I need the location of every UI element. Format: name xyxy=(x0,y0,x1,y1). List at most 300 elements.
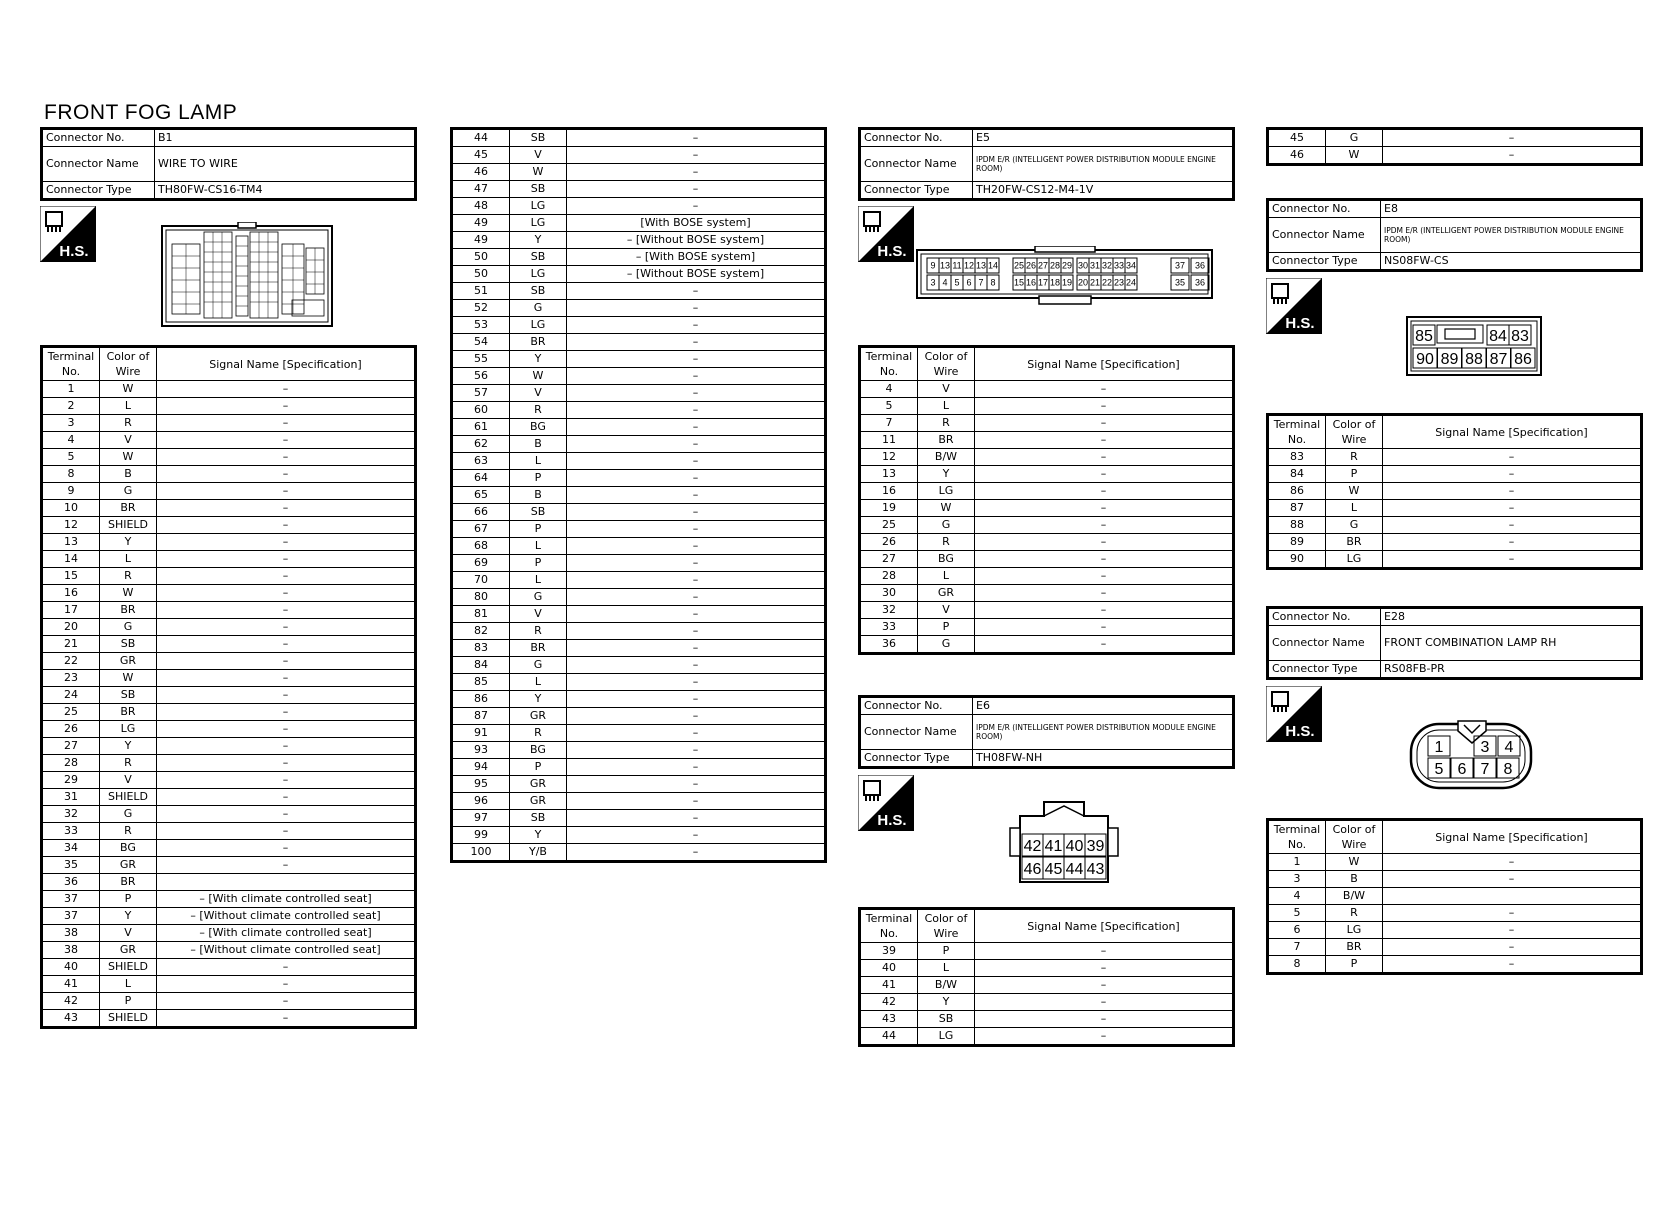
table-row xyxy=(1268,483,1642,500)
terminal-no-cell: 4 xyxy=(1268,888,1326,905)
terminal-no-cell: 37 xyxy=(42,891,100,908)
table-row xyxy=(42,568,416,585)
terminal-no-cell: 28 xyxy=(42,755,100,772)
terminal-no-cell: 83 xyxy=(1268,449,1326,466)
terminal-no-header: Terminal No. xyxy=(860,909,918,943)
hs-label: H.S. xyxy=(1285,315,1315,332)
table-row xyxy=(452,623,826,640)
wire-color-cell: P xyxy=(510,555,567,572)
wire-color-cell: G xyxy=(510,589,567,606)
pin-number: 27 xyxy=(1037,260,1049,271)
signal-name-cell: – xyxy=(157,959,416,976)
wire-color-cell: R xyxy=(1326,449,1383,466)
signal-name-cell: – xyxy=(157,721,416,738)
pin-number: 84 xyxy=(1489,327,1507,345)
connector-no-label: Connector No. xyxy=(860,697,973,715)
terminal-no-cell: 55 xyxy=(452,351,510,368)
connector-e28-column xyxy=(1266,606,1643,680)
connector-name-label: Connector Name xyxy=(1268,626,1381,661)
pin-number: 3 xyxy=(1480,738,1490,756)
pin-number: 13 xyxy=(939,260,951,271)
table-row xyxy=(452,368,826,385)
pin-number: 90 xyxy=(1416,350,1434,368)
signal-name-cell: – xyxy=(975,585,1234,602)
table-row xyxy=(42,483,416,500)
terminal-no-cell: 41 xyxy=(42,976,100,993)
signal-name-cell: – xyxy=(975,381,1234,398)
table-row xyxy=(452,725,826,742)
pin-number: 33 xyxy=(1113,260,1125,271)
signal-name-cell: – xyxy=(567,351,826,368)
signal-name-cell: – xyxy=(157,687,416,704)
connector-e28-diagram xyxy=(1408,718,1536,798)
pin-number: 88 xyxy=(1465,350,1483,368)
terminal-no-cell: 49 xyxy=(452,215,510,232)
signal-name-cell: – xyxy=(567,589,826,606)
connector-type-value: TH08FW-NH xyxy=(973,750,1234,768)
signal-name-cell: – xyxy=(1383,483,1642,500)
table-row xyxy=(42,789,416,806)
connector-b1-pin-table xyxy=(40,345,417,1029)
signal-name-cell: – xyxy=(1383,147,1642,165)
terminal-no-cell: 27 xyxy=(860,551,918,568)
table-row xyxy=(42,687,416,704)
table-row xyxy=(42,466,416,483)
wire-color-cell: Y xyxy=(100,534,157,551)
table-row xyxy=(1268,854,1642,871)
wire-color-cell: P xyxy=(510,470,567,487)
terminal-no-cell: 33 xyxy=(860,619,918,636)
signal-name-header: Signal Name [Specification] xyxy=(975,909,1234,943)
terminal-no-cell: 1 xyxy=(42,381,100,398)
wire-color-cell: W xyxy=(1326,483,1383,500)
signal-name-header: Signal Name [Specification] xyxy=(1383,415,1642,449)
wire-color-cell: R xyxy=(918,534,975,551)
connector-e5-column xyxy=(858,127,1235,201)
wire-color-cell: L xyxy=(100,398,157,415)
table-row xyxy=(1268,500,1642,517)
table-row xyxy=(42,704,416,721)
terminal-no-cell: 25 xyxy=(860,517,918,534)
hs-label: H.S. xyxy=(59,243,89,260)
signal-name-cell: – xyxy=(157,823,416,840)
pin-number: 7 xyxy=(1480,760,1490,778)
wire-color-cell: B/W xyxy=(1326,888,1383,905)
terminal-no-cell: 14 xyxy=(42,551,100,568)
table-row xyxy=(42,874,416,891)
wire-color-cell: G xyxy=(100,483,157,500)
pin-number: 24 xyxy=(1125,277,1137,288)
signal-name-cell: – xyxy=(157,466,416,483)
terminal-no-cell: 5 xyxy=(1268,905,1326,922)
pin-number: 26 xyxy=(1025,260,1037,271)
wire-color-cell: G xyxy=(1326,129,1383,147)
terminal-no-cell: 82 xyxy=(452,623,510,640)
table-row xyxy=(452,351,826,368)
signal-name-cell: – xyxy=(567,776,826,793)
pin-number: 39 xyxy=(1086,837,1105,855)
wire-color-cell: L xyxy=(1326,500,1383,517)
wire-color-cell: V xyxy=(510,385,567,402)
connector-e5-pin-table xyxy=(858,345,1235,655)
wire-color-cell: L xyxy=(918,960,975,977)
connector-name-value: IPDM E/R (INTELLIGENT POWER DISTRIBUTION MODULE ENGINE ROOM) xyxy=(973,715,1234,750)
terminal-no-cell: 32 xyxy=(860,602,918,619)
connector-b1-info xyxy=(40,127,417,201)
terminal-no-cell: 8 xyxy=(42,466,100,483)
connector-e6-diagram xyxy=(1008,800,1120,890)
color-of-wire-header: Color of Wire xyxy=(1326,820,1383,854)
table-row xyxy=(452,606,826,623)
pin-cell xyxy=(1487,325,1509,345)
signal-name-cell: – xyxy=(567,810,826,827)
signal-name-cell: – xyxy=(567,453,826,470)
signal-name-cell: – xyxy=(157,534,416,551)
table-row xyxy=(860,943,1234,960)
terminal-no-cell: 38 xyxy=(42,942,100,959)
table-row xyxy=(452,555,826,572)
signal-name-cell: – xyxy=(157,636,416,653)
table-row xyxy=(42,959,416,976)
table-row xyxy=(42,534,416,551)
terminal-no-cell: 27 xyxy=(42,738,100,755)
signal-name-cell: – xyxy=(567,334,826,351)
terminal-no-cell: 67 xyxy=(452,521,510,538)
signal-name-header: Signal Name [Specification] xyxy=(975,347,1234,381)
wire-color-cell: L xyxy=(918,568,975,585)
table-row xyxy=(452,402,826,419)
connector-b1-column xyxy=(40,127,417,201)
signal-name-cell: – xyxy=(975,568,1234,585)
table-row xyxy=(42,653,416,670)
signal-name-cell: – xyxy=(567,147,826,164)
table-row xyxy=(42,585,416,602)
pin-number: 9 xyxy=(930,260,936,271)
table-row xyxy=(1268,905,1642,922)
color-of-wire-header: Color of Wire xyxy=(918,909,975,943)
wire-color-cell: G xyxy=(510,300,567,317)
table-row xyxy=(1268,551,1642,569)
pin-cell xyxy=(1509,325,1531,345)
pin-number: 5 xyxy=(1434,760,1444,778)
signal-name-cell: – xyxy=(157,568,416,585)
pin-number: 83 xyxy=(1511,327,1529,345)
pin-number: 19 xyxy=(1061,277,1073,288)
pin-number: 8 xyxy=(990,277,996,288)
wire-color-cell: LG xyxy=(510,266,567,283)
wire-color-cell: G xyxy=(100,619,157,636)
signal-name-cell: – xyxy=(975,398,1234,415)
connector-no-value: E28 xyxy=(1381,608,1642,626)
pin-number: 5 xyxy=(954,277,960,288)
connector-no-value: E5 xyxy=(973,129,1234,147)
signal-name-cell: – xyxy=(567,368,826,385)
connector-e8-pin-table xyxy=(1266,413,1643,570)
terminal-no-header: Terminal No. xyxy=(860,347,918,381)
connector-e6-info xyxy=(858,695,1235,769)
pin-number: 37 xyxy=(1174,260,1186,271)
signal-name-cell: – xyxy=(975,619,1234,636)
signal-name-cell: – [Without climate controlled seat] xyxy=(157,942,416,959)
hs-icon xyxy=(858,206,914,262)
terminal-no-cell: 45 xyxy=(1268,129,1326,147)
terminal-no-cell: 30 xyxy=(860,585,918,602)
terminal-no-cell: 11 xyxy=(860,432,918,449)
terminal-no-cell: 63 xyxy=(452,453,510,470)
signal-name-cell: – xyxy=(567,640,826,657)
wire-color-cell: R xyxy=(510,402,567,419)
signal-name-cell: – xyxy=(1383,956,1642,974)
signal-name-cell: – xyxy=(567,419,826,436)
signal-name-cell: – xyxy=(157,415,416,432)
table-row xyxy=(452,810,826,827)
table-row xyxy=(452,436,826,453)
terminal-no-cell: 26 xyxy=(860,534,918,551)
table-row xyxy=(452,844,826,862)
table-row xyxy=(452,759,826,776)
pin-number: 87 xyxy=(1489,350,1508,368)
signal-name-cell: – xyxy=(567,487,826,504)
terminal-no-cell: 85 xyxy=(452,674,510,691)
table-row xyxy=(452,147,826,164)
connector-name-label: Connector Name xyxy=(860,715,973,750)
wire-color-cell: LG xyxy=(918,483,975,500)
connector-type-label: Connector Type xyxy=(1268,661,1381,679)
terminal-no-header: Terminal No. xyxy=(42,347,100,381)
wire-color-cell: SB xyxy=(510,249,567,266)
table-row xyxy=(42,823,416,840)
terminal-no-cell: 44 xyxy=(452,129,510,147)
signal-name-cell: – xyxy=(157,993,416,1010)
wire-color-cell: LG xyxy=(1326,551,1383,569)
table-row xyxy=(1268,147,1642,165)
table-row xyxy=(860,381,1234,398)
signal-name-cell: – xyxy=(157,500,416,517)
table-row xyxy=(452,215,826,232)
table-row xyxy=(42,721,416,738)
terminal-no-cell: 69 xyxy=(452,555,510,572)
wire-color-cell: W xyxy=(510,164,567,181)
connector-no-label: Connector No. xyxy=(1268,608,1381,626)
terminal-no-cell: 60 xyxy=(452,402,510,419)
signal-name-cell: – xyxy=(1383,449,1642,466)
wire-color-cell: P xyxy=(100,891,157,908)
signal-name-cell: – xyxy=(157,755,416,772)
terminal-no-cell: 5 xyxy=(42,449,100,466)
terminal-no-cell: 81 xyxy=(452,606,510,623)
table-row xyxy=(452,674,826,691)
signal-name-cell: – xyxy=(157,551,416,568)
terminal-no-header: Terminal No. xyxy=(1268,415,1326,449)
wire-color-cell: GR xyxy=(918,585,975,602)
wire-color-cell: L xyxy=(510,572,567,589)
signal-name-cell: – xyxy=(975,466,1234,483)
connector-e8-info xyxy=(1266,198,1643,272)
hs-label: H.S. xyxy=(877,243,907,260)
wire-color-cell: Y xyxy=(510,691,567,708)
pin-cell xyxy=(1022,857,1043,879)
wire-color-cell: L xyxy=(510,674,567,691)
wire-color-cell: B/W xyxy=(918,977,975,994)
wire-color-cell: V xyxy=(100,925,157,942)
signal-name-cell: – [With BOSE system] xyxy=(567,249,826,266)
connector-type-label: Connector Type xyxy=(860,182,973,200)
signal-name-cell: – xyxy=(975,994,1234,1011)
signal-name-cell: – xyxy=(567,470,826,487)
table-row xyxy=(42,636,416,653)
table-row xyxy=(42,670,416,687)
signal-name-cell: – xyxy=(567,129,826,147)
terminal-no-cell: 44 xyxy=(860,1028,918,1046)
pin-number: 4 xyxy=(942,277,948,288)
terminal-no-cell: 4 xyxy=(860,381,918,398)
terminal-no-cell: 35 xyxy=(42,857,100,874)
table-row xyxy=(1268,922,1642,939)
wire-color-cell: P xyxy=(1326,956,1383,974)
color-of-wire-header: Color of Wire xyxy=(918,347,975,381)
pin-cell xyxy=(1487,348,1511,368)
wire-color-cell: BR xyxy=(1326,939,1383,956)
table-row xyxy=(452,232,826,249)
signal-name-cell: – xyxy=(975,415,1234,432)
table-row xyxy=(42,806,416,823)
signal-name-header: Signal Name [Specification] xyxy=(1383,820,1642,854)
table-row xyxy=(42,738,416,755)
wire-color-cell: G xyxy=(918,636,975,654)
table-row xyxy=(860,1028,1234,1046)
pin-cell xyxy=(1413,348,1437,368)
table-row xyxy=(42,551,416,568)
terminal-no-cell: 70 xyxy=(452,572,510,589)
terminal-no-cell: 39 xyxy=(860,943,918,960)
wire-color-cell: W xyxy=(100,670,157,687)
table-row xyxy=(1268,517,1642,534)
wire-color-cell: BR xyxy=(510,640,567,657)
wire-color-cell: R xyxy=(510,623,567,640)
signal-name-cell: – xyxy=(567,725,826,742)
signal-name-cell: – xyxy=(1383,500,1642,517)
signal-name-cell: [With BOSE system] xyxy=(567,215,826,232)
signal-name-cell: – [With climate controlled seat] xyxy=(157,925,416,942)
connector-type-label: Connector Type xyxy=(860,750,973,768)
table-row xyxy=(452,164,826,181)
connector-name-value: IPDM E/R (INTELLIGENT POWER DISTRIBUTION MODULE ENGINE ROOM) xyxy=(973,147,1234,182)
table-row xyxy=(42,908,416,925)
connector-type-label: Connector Type xyxy=(1268,253,1381,271)
pin-number: 22 xyxy=(1101,277,1113,288)
terminal-no-cell: 53 xyxy=(452,317,510,334)
terminal-no-cell: 15 xyxy=(42,568,100,585)
signal-name-cell: – xyxy=(157,517,416,534)
wire-color-cell: BR xyxy=(918,432,975,449)
pin-cell xyxy=(1438,348,1462,368)
connector-e8-column xyxy=(1266,198,1643,272)
wire-color-cell: W xyxy=(100,381,157,398)
terminal-no-cell: 33 xyxy=(42,823,100,840)
table-row xyxy=(1268,956,1642,974)
page-title: FRONT FOG LAMP xyxy=(44,101,238,124)
pin-number: 21 xyxy=(1089,277,1101,288)
pin-number: 1 xyxy=(1434,738,1444,756)
pin-table-b1 xyxy=(40,345,417,1029)
terminal-no-cell: 28 xyxy=(860,568,918,585)
terminal-no-cell: 16 xyxy=(860,483,918,500)
pin-table-e6-continued xyxy=(1266,127,1643,166)
signal-name-cell: – xyxy=(1383,517,1642,534)
terminal-no-header: Terminal No. xyxy=(1268,820,1326,854)
signal-name-cell: – xyxy=(567,623,826,640)
wire-color-cell: W xyxy=(1326,854,1383,871)
terminal-no-cell: 8 xyxy=(1268,956,1326,974)
wire-color-cell: BG xyxy=(510,419,567,436)
pin-number: 44 xyxy=(1065,860,1084,878)
pin-cell xyxy=(1064,857,1085,879)
signal-name-cell: – xyxy=(157,670,416,687)
connector-name-value: IPDM E/R (INTELLIGENT POWER DISTRIBUTION MODULE ENGINE ROOM) xyxy=(1381,218,1642,253)
table-row xyxy=(860,466,1234,483)
table-row xyxy=(860,398,1234,415)
connector-e5-diagram xyxy=(915,246,1215,310)
terminal-no-cell: 19 xyxy=(860,500,918,517)
terminal-no-cell: 84 xyxy=(1268,466,1326,483)
pin-number: 6 xyxy=(966,277,972,288)
table-row xyxy=(42,772,416,789)
wire-color-cell: LG xyxy=(918,1028,975,1046)
signal-name-cell: – xyxy=(567,606,826,623)
wire-color-cell: G xyxy=(1326,517,1383,534)
terminal-no-cell: 13 xyxy=(860,466,918,483)
wire-color-cell: V xyxy=(100,432,157,449)
terminal-no-cell: 56 xyxy=(452,368,510,385)
terminal-no-cell: 100 xyxy=(452,844,510,862)
table-row xyxy=(452,742,826,759)
connector-no-value: B1 xyxy=(155,129,416,147)
wire-color-cell: SB xyxy=(918,1011,975,1028)
table-row xyxy=(452,691,826,708)
terminal-no-cell: 38 xyxy=(42,925,100,942)
wire-color-cell: G xyxy=(100,806,157,823)
signal-name-cell: – xyxy=(567,538,826,555)
pin-number: 18 xyxy=(1049,277,1061,288)
connector-no-value: E6 xyxy=(973,697,1234,715)
signal-name-cell: – xyxy=(157,857,416,874)
pin-number: 45 xyxy=(1044,860,1063,878)
signal-name-cell: – xyxy=(567,674,826,691)
table-row xyxy=(860,534,1234,551)
hs-label: H.S. xyxy=(877,812,907,829)
terminal-no-cell: 93 xyxy=(452,742,510,759)
wire-color-cell: Y xyxy=(510,827,567,844)
signal-name-cell: – xyxy=(975,534,1234,551)
signal-name-cell: – xyxy=(975,960,1234,977)
signal-name-cell: – xyxy=(567,283,826,300)
pin-number: 36 xyxy=(1194,260,1206,271)
wire-color-cell: Y/B xyxy=(510,844,567,862)
wire-color-cell: V xyxy=(918,602,975,619)
terminal-no-cell: 90 xyxy=(1268,551,1326,569)
table-row xyxy=(452,334,826,351)
terminal-no-cell: 52 xyxy=(452,300,510,317)
table-row xyxy=(42,415,416,432)
wire-color-cell: Y xyxy=(510,232,567,249)
pin-cell xyxy=(1511,348,1535,368)
terminal-no-cell: 12 xyxy=(860,449,918,466)
table-row xyxy=(860,517,1234,534)
terminal-no-cell: 4 xyxy=(42,432,100,449)
table-row xyxy=(42,381,416,398)
terminal-no-cell: 34 xyxy=(42,840,100,857)
terminal-no-cell: 66 xyxy=(452,504,510,521)
